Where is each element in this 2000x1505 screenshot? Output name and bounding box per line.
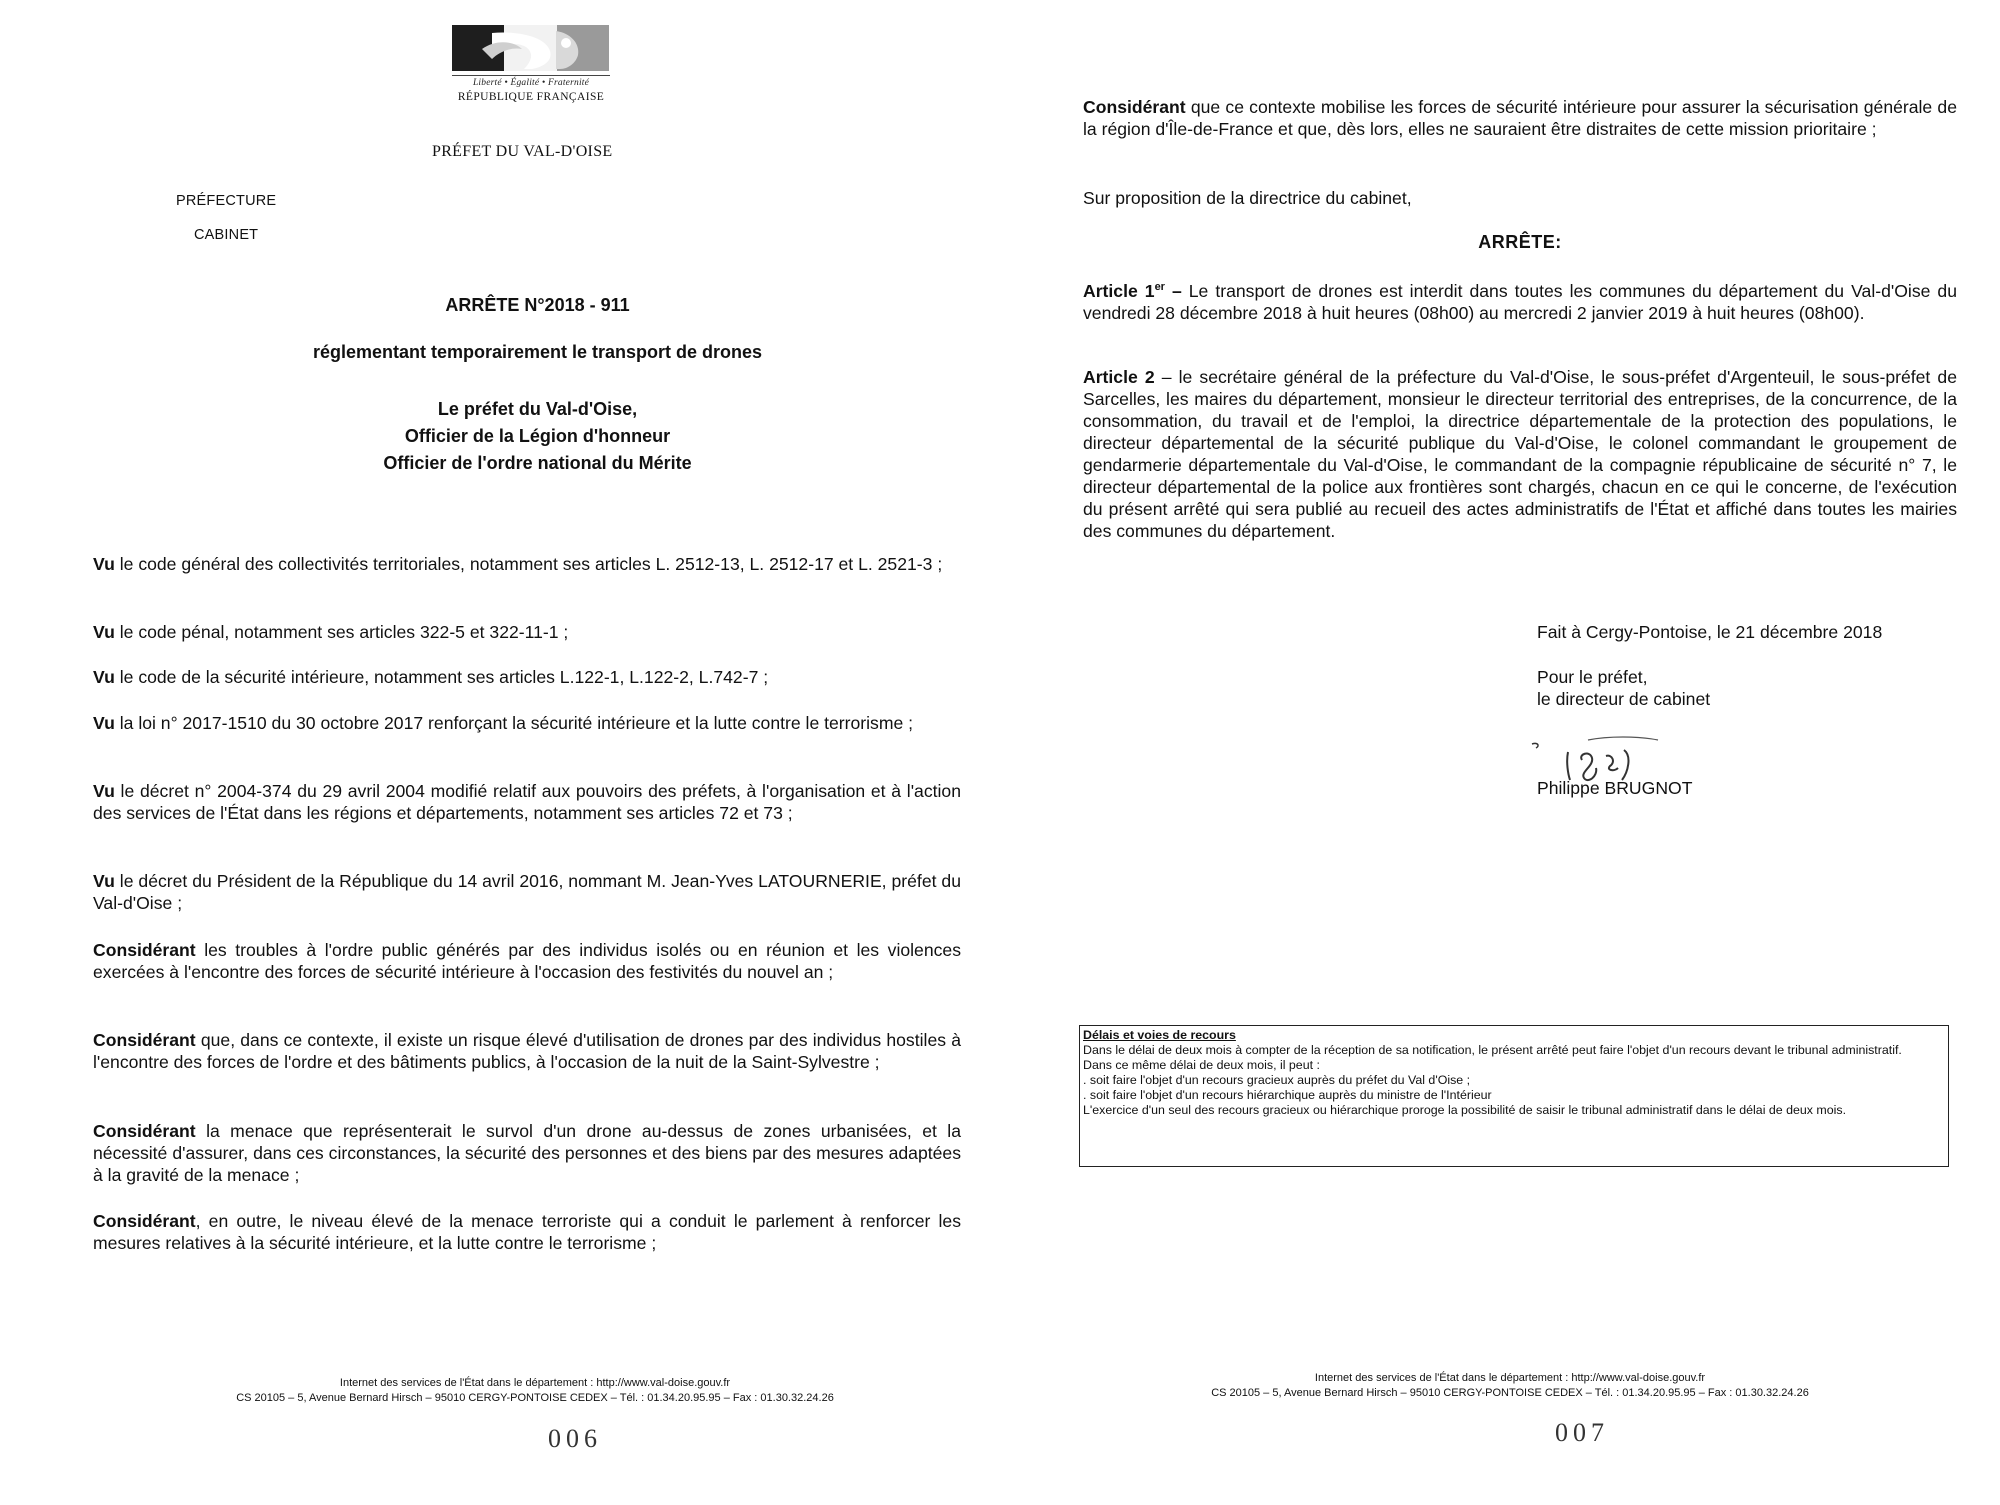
paragraph-lead: Considérant: [93, 1211, 196, 1231]
republic-name: RÉPUBLIQUE FRANÇAISE: [457, 91, 605, 103]
page-footer: [185, 1376, 885, 1406]
page-number: 006: [548, 1424, 602, 1453]
vu-paragraph: [93, 780, 961, 824]
proposition-line: Sur proposition de la directrice du cabinet,: [1083, 188, 1412, 208]
recours-line: . soit faire l'objet d'un recours gracieux auprès du préfet du Val d'Oise ;: [1083, 1073, 1471, 1087]
recours-title: Délais et voies de recours: [1083, 1028, 1236, 1042]
paragraph-text: le code pénal, notamment ses articles 322-5 et 322-11-1 ;: [114, 622, 569, 642]
paragraph-lead: Vu: [93, 667, 115, 687]
prefet-title-line: Officier de la Légion d'honneur: [404, 426, 671, 446]
republic-motto: Liberté • Égalité • Fraternité: [452, 75, 610, 88]
considerant-paragraph: [93, 1210, 961, 1254]
paragraph-lead: Vu: [93, 781, 115, 801]
paragraph-text: les troubles à l'ordre public générés par des individus isolés ou en réunion et les violences exercées à l'encontre des forces de sécurité intérieure à l'occasion des festivités du nouvel an ;: [93, 940, 961, 982]
paragraph-lead: Considérant: [93, 1030, 196, 1050]
arrete-heading: ARRÊTE:: [1478, 232, 1562, 252]
paragraph-text: le code général des collectivités territoriales, notamment ses articles L. 2512-13, L. 2512-17 et L. 2521-3 ;: [114, 554, 943, 574]
paragraph-text: , en outre, le niveau élevé de la menace terroriste qui a conduit le parlement à renforcer les mesures relatives à la sécurité intérieure, et la lutte contre le terrorisme ;: [93, 1211, 961, 1253]
article-2: [1083, 366, 1957, 542]
paragraph-text: que ce contexte mobilise les forces de sécurité intérieure pour assurer la sécurisation générale de la région d'Île-de-France et que, dès lors, elles ne sauraient être distraites de cette mission prioritaire ;: [1083, 97, 1957, 139]
marianne-emblem-icon: [452, 25, 609, 71]
article-text: – le secrétaire général de la préfecture du Val-d'Oise, le sous-préfet d'Argenteuil, le sous-préfet de Sarcelles, les maires du département, monsieur le directeur territorial des entreprises, de la concurrence, de la consommation, du travail et de l'emploi, la directrice départementale de la protection des populations, le directeur départemental de la sécurité publique du Val-d'Oise, le colonel commandant le groupement de gendarmerie départementale du Val-d'Oise, le commandant de la compagnie républicaine de sécurité n° 7, le directeur départemental de la police aux frontières sont chargés, chacun en ce qui le concerne, de l'exécution du présent arrêté qui sera publié au recueil des actes administratifs de l'État et affiché dans toutes les mairies des communes du département.: [1083, 367, 1957, 541]
paragraph-text: le décret n° 2004-374 du 29 avril 2004 modifié relatif aux pouvoirs des préfets, à l'organisation et à l'action des services de l'État dans les régions et départements, notamment ses articles 72 et 73 ;: [93, 781, 961, 823]
vu-paragraph: [93, 621, 961, 643]
article-text: Le transport de drones est interdit dans toutes les communes du département du Val-d'Oise du vendredi 28 décembre 2018 à huit heures (08h00) au mercredi 2 janvier 2019 à huit heures (08h00).: [1083, 280, 1957, 323]
arrete-subject: réglementant temporairement le transport de drones: [312, 342, 763, 362]
paragraph-lead: Considérant: [1083, 97, 1186, 117]
prefet-heading: PRÉFET DU VAL-D'OISE: [432, 143, 613, 160]
signatory-name: Philippe BRUGNOT: [1537, 778, 1693, 798]
vu-paragraph: [93, 870, 961, 914]
article-lead: Article 2: [1083, 367, 1155, 387]
article-1: [1083, 276, 1957, 324]
paragraph-text: la loi n° 2017-1510 du 30 octobre 2017 renforçant la sécurité intérieure et la lutte contre le terrorisme ;: [114, 713, 914, 733]
place-date: Fait à Cergy-Pontoise, le 21 décembre 2018: [1537, 622, 1883, 642]
page-number: 007: [1555, 1418, 1609, 1447]
prefet-title-line: Officier de l'ordre national du Mérite: [383, 453, 692, 473]
prefet-title-block: [100, 396, 975, 477]
signatory-pour: Pour le préfet,: [1537, 667, 1648, 687]
paragraph-lead: Vu: [93, 713, 115, 733]
paragraph-lead: Considérant: [93, 940, 196, 960]
recours-line: L'exercice d'un seul des recours gracieux ou hiérarchique proroge la possibilité de saisir le tribunal administratif dans le délai de deux mois.: [1083, 1103, 1847, 1117]
vu-paragraph: [93, 666, 961, 688]
recours-line: Dans le délai de deux mois à compter de la réception de sa notification, le présent arrêté peut faire l'objet d'un recours devant le tribunal administratif.: [1083, 1043, 1902, 1057]
paragraph-text: le code de la sécurité intérieure, notamment ses articles L.122-1, L.122-2, L.742-7 ;: [114, 667, 769, 687]
footer-website: Internet des services de l'État dans le département : http://www.val-doise.gouv.fr: [339, 1377, 731, 1389]
paragraph-lead: Vu: [93, 871, 115, 891]
paragraph-lead: Vu: [93, 622, 115, 642]
vu-paragraph: [93, 553, 961, 575]
paragraph-lead: Considérant: [93, 1121, 196, 1141]
paragraph-text: le décret du Président de la République du 14 avril 2016, nommant M. Jean-Yves LATOURNERIE, préfet du Val-d'Oise ;: [93, 871, 961, 913]
prefecture-label: PRÉFECTURE: [176, 193, 277, 209]
recours-box: [1079, 1025, 1949, 1167]
cabinet-label: CABINET: [194, 227, 259, 243]
considerant-paragraph: [1083, 96, 1957, 140]
considerant-paragraph: [93, 939, 961, 983]
article-lead: Article 1: [1083, 280, 1155, 301]
paragraph-text: la menace que représenterait le survol d'un drone au-dessus de zones urbanisées, et la nécessité d'assurer, dans ces circonstances, la sécurité des personnes et des biens par des mesures adaptées à la gravité de la menace ;: [93, 1121, 961, 1185]
recours-line: . soit faire l'objet d'un recours hiérarchique auprès du ministre de l'Intérieur: [1083, 1088, 1492, 1102]
paragraph-text: que, dans ce contexte, il existe un risque élevé d'utilisation de drones par des individus hostiles à l'encontre des forces de l'ordre et des bâtiments publics, à l'occasion de la nuit de la Saint-Sylvestre ;: [93, 1030, 961, 1072]
footer-address: CS 20105 – 5, Avenue Bernard Hirsch – 95010 CERGY-PONTOISE CEDEX – Tél. : 01.34.20.95.95 – Fax : 01.30.32.24.26: [236, 1392, 834, 1404]
arrete-number: ARRÊTE N°2018 - 911: [445, 295, 630, 315]
article-superscript: er: [1154, 281, 1165, 293]
signatory-role: le directeur de cabinet: [1537, 689, 1711, 709]
footer-website: Internet des services de l'État dans le département : http://www.val-doise.gouv.fr: [1314, 1372, 1706, 1384]
considerant-paragraph: [93, 1120, 961, 1186]
paragraph-lead: Vu: [93, 554, 115, 574]
prefet-title-line: Le préfet du Val-d'Oise,: [437, 399, 638, 419]
considerant-paragraph: [93, 1029, 961, 1073]
footer-address: CS 20105 – 5, Avenue Bernard Hirsch – 95010 CERGY-PONTOISE CEDEX – Tél. : 01.34.20.95.95 – Fax : 01.30.32.24.26: [1211, 1387, 1809, 1399]
article-dash: –: [1164, 280, 1182, 301]
page-footer: [1160, 1371, 1860, 1401]
recours-line: Dans ce même délai de deux mois, il peut :: [1083, 1058, 1320, 1072]
marianne-logo: [452, 25, 610, 103]
vu-paragraph: [93, 712, 961, 734]
